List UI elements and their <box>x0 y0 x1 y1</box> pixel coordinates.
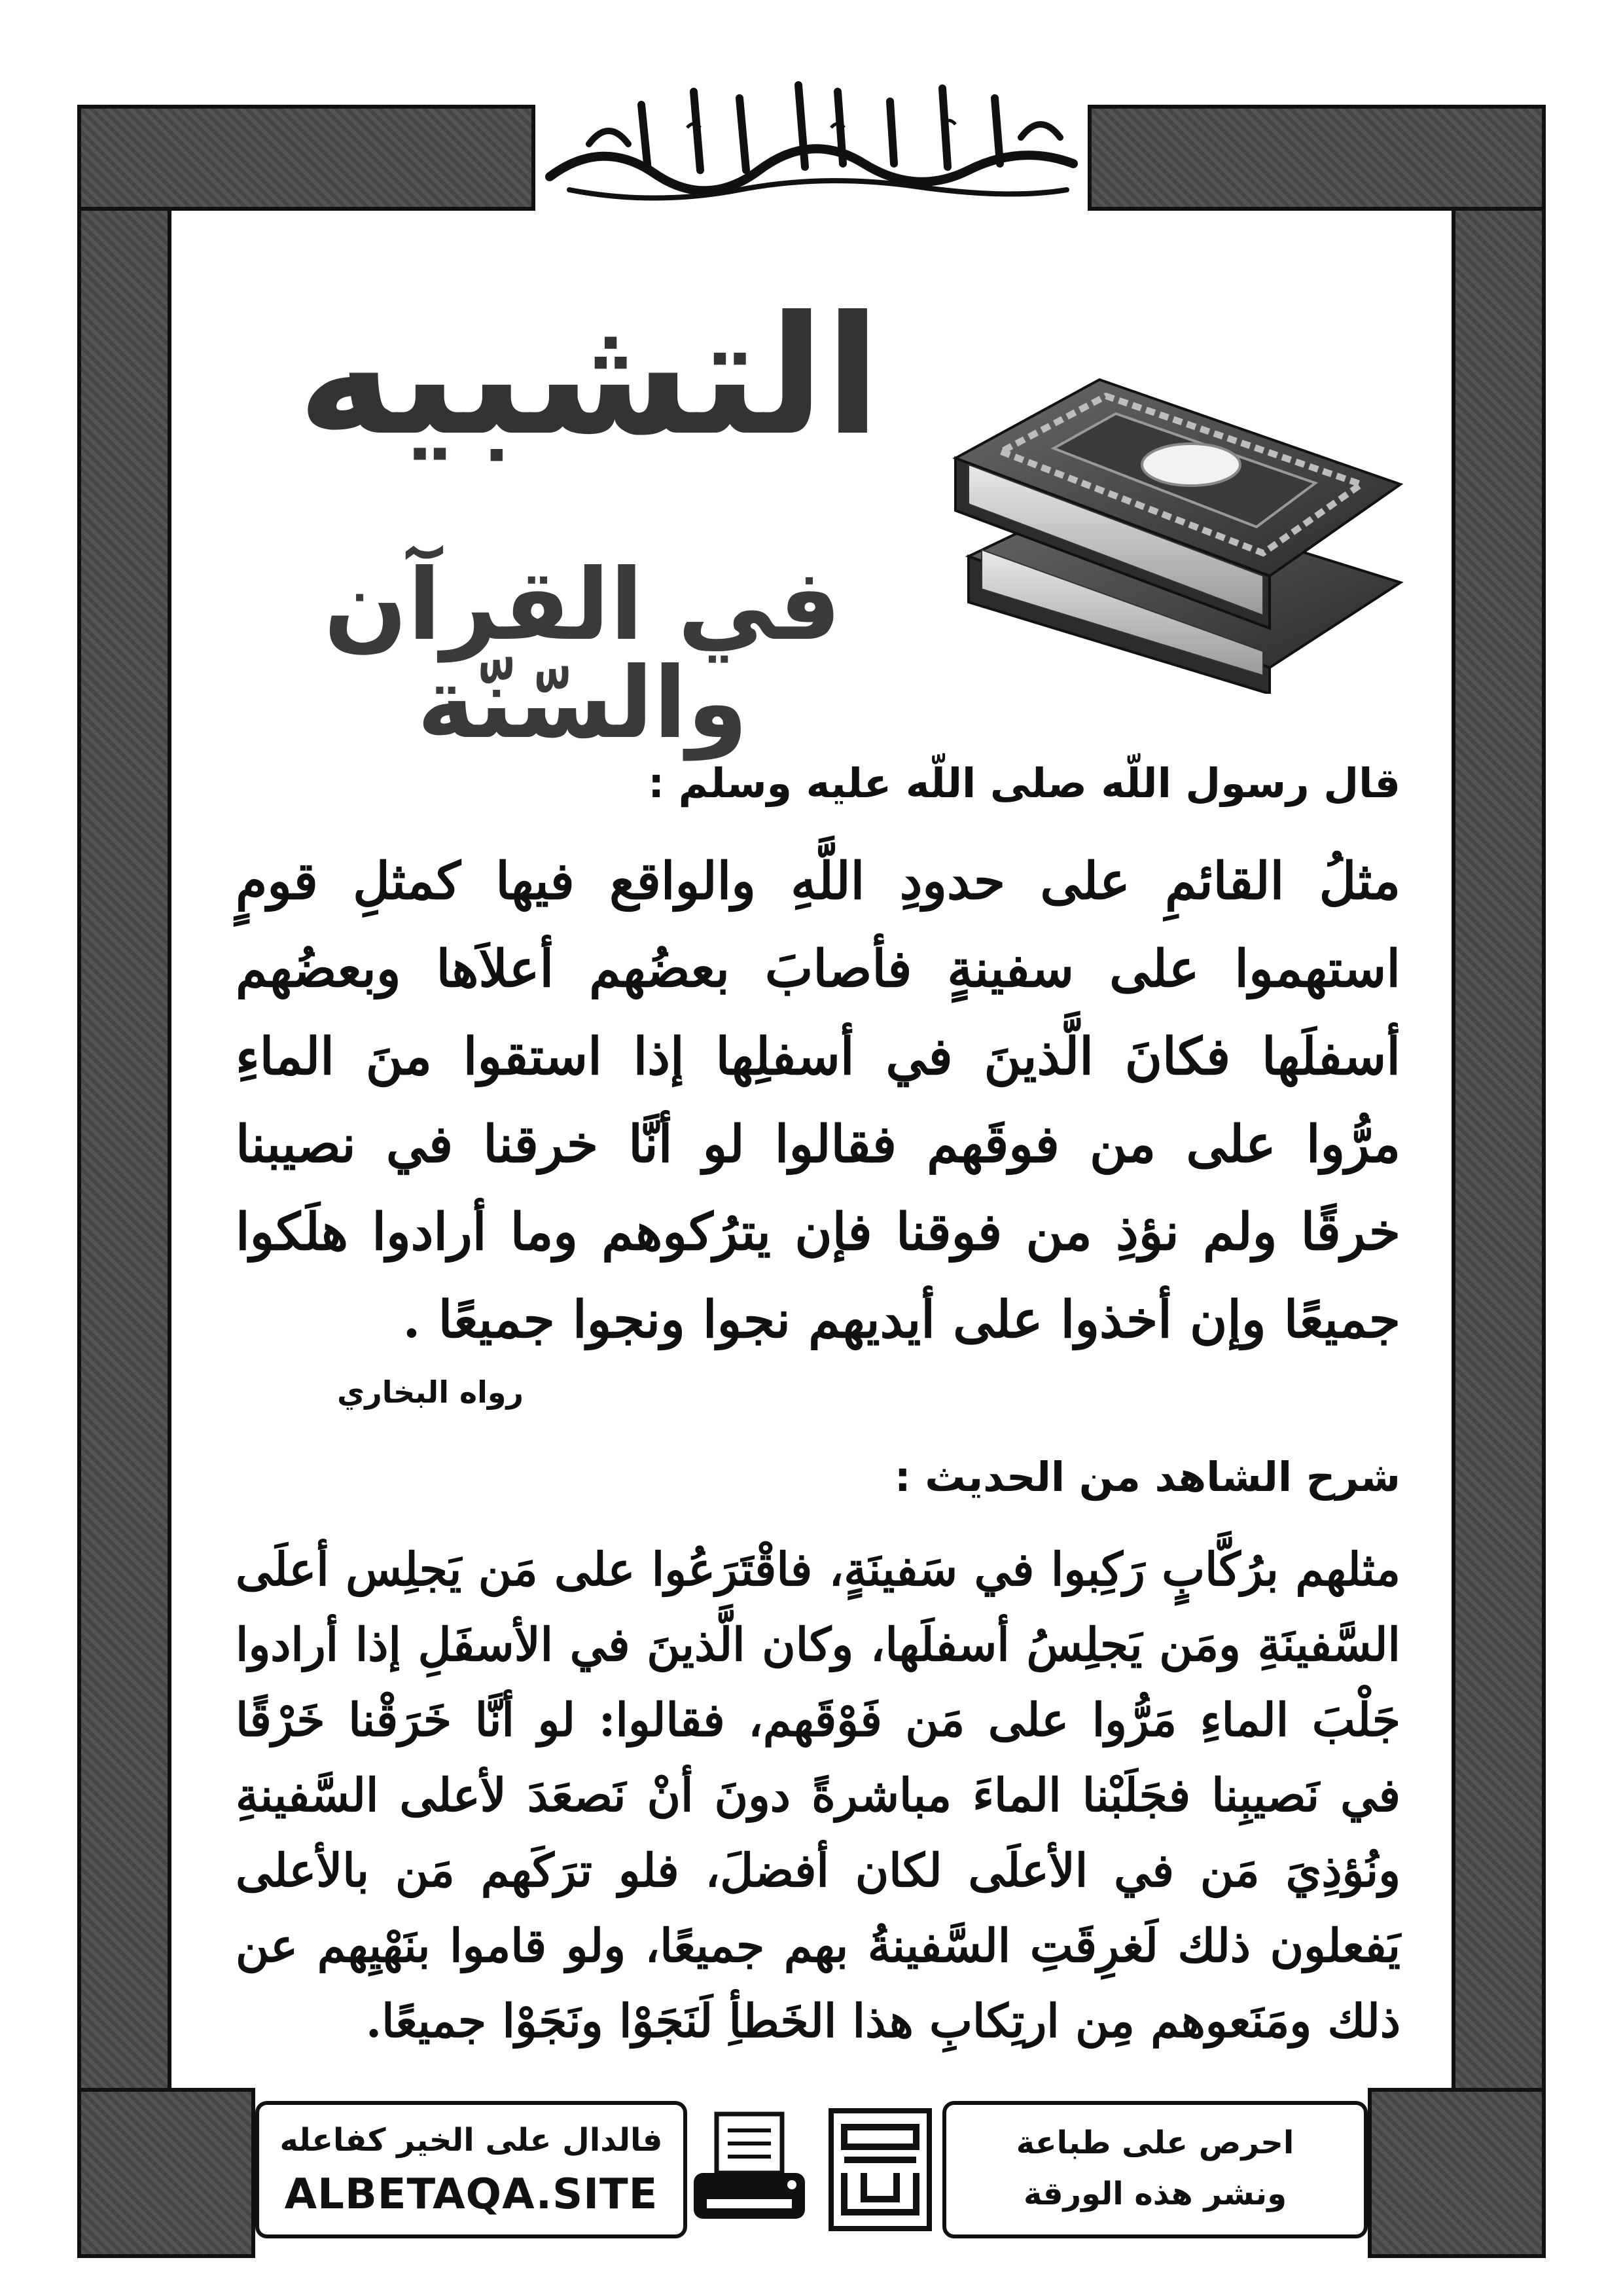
frame-bottom-right-bar <box>1368 2088 1546 2258</box>
dawa-logo <box>825 2101 936 2238</box>
footer-motto: فالدال على الخير كفاعله <box>279 2122 663 2159</box>
footer-print-line1: احرص على طباعة <box>1016 2125 1294 2161</box>
page-subtitle: في القرآن والسّنّة <box>323 548 842 761</box>
footer-print-box <box>942 2101 1368 2238</box>
hadith-intro: قال رسول اللّه صلى اللّه عليه وسلم : <box>648 759 1400 807</box>
hadith-text: مثلُ القائمِ على حدودِ اللَّهِ والواقع فيها كمثلِ قومٍ استهموا على سفينةٍ فأصابَ بعضُهم أعلاَها وبعضُهم أسفلَها فكانَ الَّذينَ في أسفلِها إذا استقوا منَ الماءِ مرُّوا على من فوقَهم فقالوا لو أنَّا خرقنا في نصيبنا خرقًا ولم نؤذِ من فوقنا فإن يترُكوهم وما أرادوا هلَكوا جميعًا وإن أخذوا على أيديهم نجوا ونجوا جميعًا . <box>236 852 1400 1350</box>
frame-right-bar <box>1452 105 1546 2258</box>
frame-bottom-left-bar <box>77 2088 255 2258</box>
logo-mark <box>825 2101 936 2238</box>
frame-top-left-bar <box>77 105 535 211</box>
page-title: التشبيه <box>297 281 881 471</box>
printer-icon <box>687 2101 812 2238</box>
footer-website-box <box>255 2101 687 2238</box>
hadith-source: رواه البخاري <box>337 1374 524 1410</box>
basmala-calligraphy <box>524 65 1099 216</box>
books-icon <box>942 275 1414 694</box>
explanation-title: شرح الشاهد من الحديث : <box>894 1453 1400 1501</box>
footer <box>255 2101 1368 2238</box>
footer-print-line2: ونشر هذه الورقة <box>1023 2176 1287 2212</box>
frame-left-bar <box>77 105 171 2258</box>
footer-website: ALBETAQA.SITE <box>284 2170 658 2219</box>
explanation-text: مثلهم برُكَّابٍ رَكِبوا في سَفينَةٍ، فاقْتَرَعُوا على مَن يَجلِس أعلَى السَّفينَةِ ومَن يَجلِسُ أسفلَها، وكان الَّذينَ في الأسفَلِ إذا أرادوا جَلْبَ الماءِ مَرُّوا على مَن فَوْقَهم، فقالوا: لو أنَّا خَرَقْنا خَرْقًا في نَصيبِنا فجَلَبْنا الماءَ مباشرةً دونَ أنْ نَصعَدَ لأعلى السَّفينةِ ونُؤذِيَ مَن في الأعلَى لكان أفضلَ، فلو ترَكَهم مَن بالأعلى يَفعلون ذلك لَغرِقَتِ السَّفينةُ بهم جميعًا، ولو قاموا بنَهْيِهم عن ذلك ومَنَعوهم مِن ارتِكابِ هذا الخَطأِ لَنَجَوْا ونَجَوْا جميعًا. <box>236 1542 1400 2048</box>
frame-top-right-bar <box>1088 105 1546 211</box>
